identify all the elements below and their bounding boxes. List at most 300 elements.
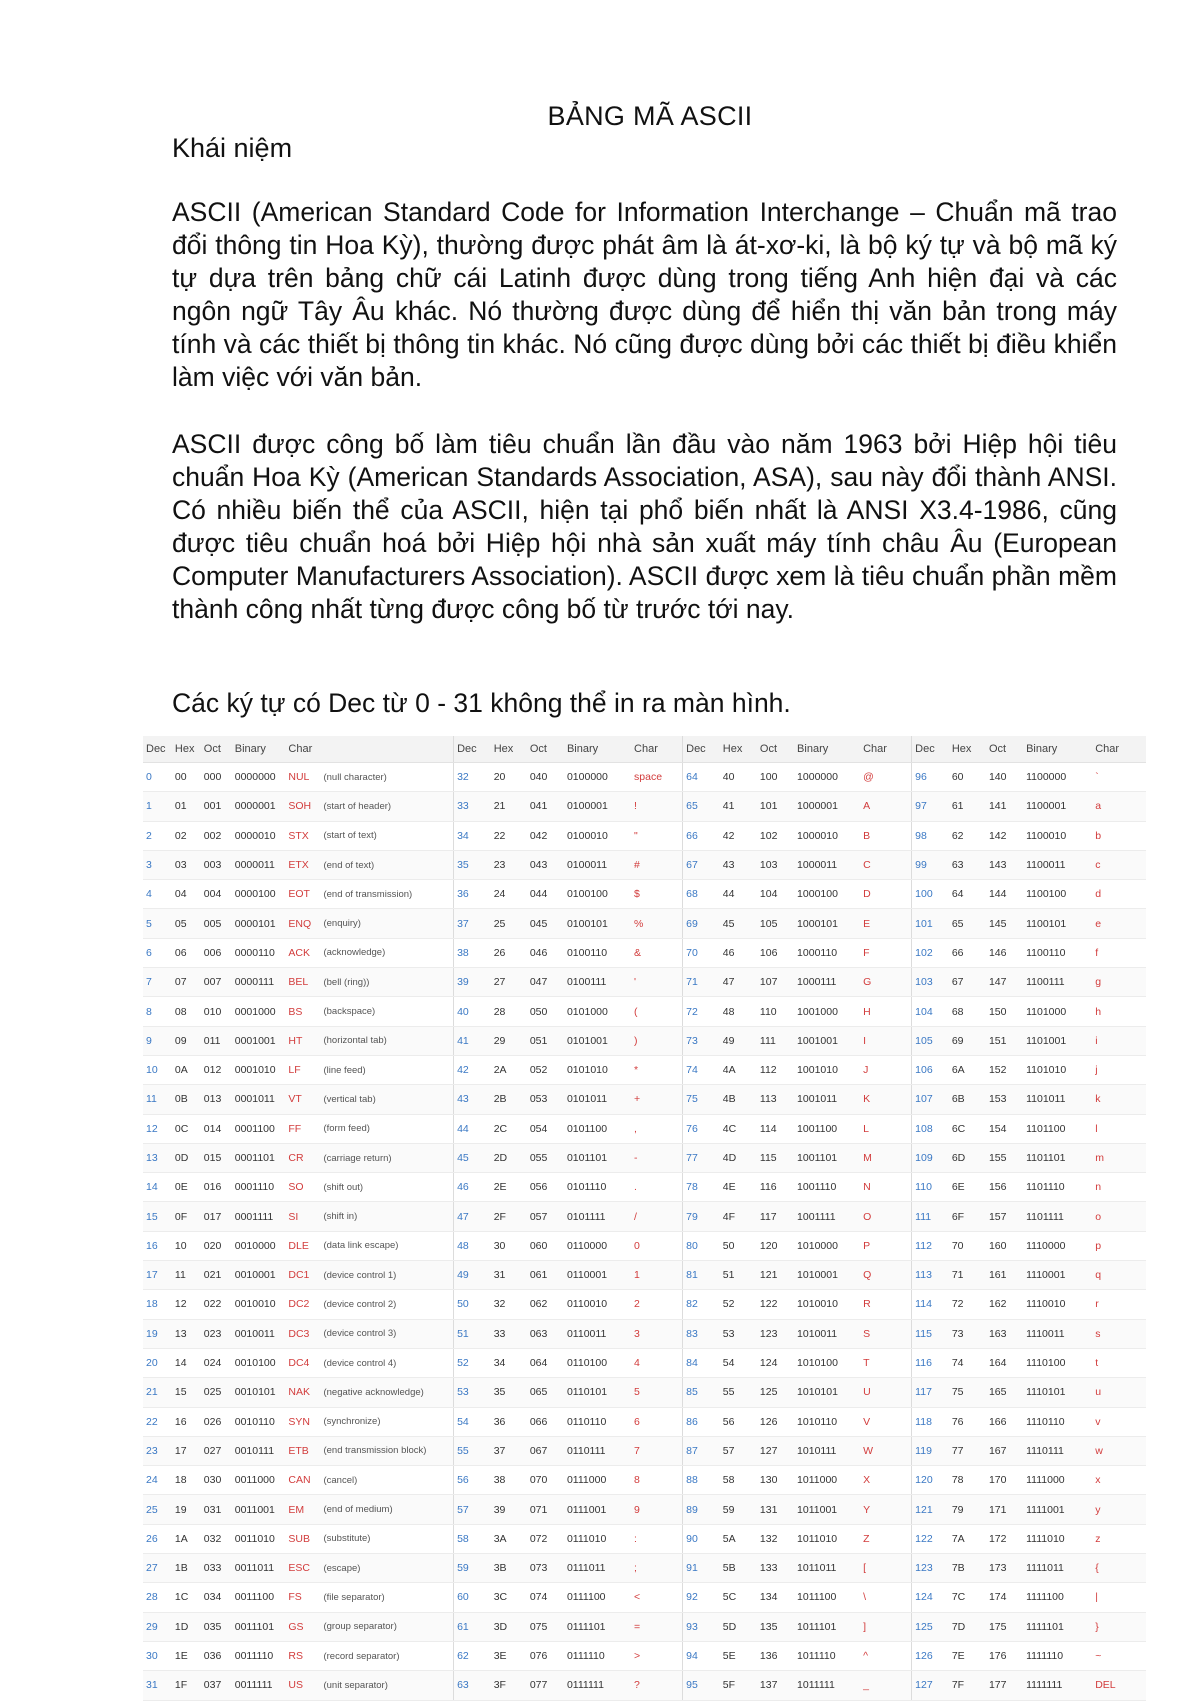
oct-cell: 007 (201, 968, 232, 997)
dec-cell: 107 (912, 1085, 949, 1114)
char-cell: X (860, 1466, 912, 1495)
hex-cell: 60 (949, 763, 986, 792)
description-cell: (end of transmission) (320, 880, 453, 909)
char-cell: DC4 (285, 1348, 320, 1377)
column-header: Oct (201, 736, 232, 763)
hex-cell: 55 (720, 1378, 757, 1407)
oct-cell: 145 (986, 909, 1023, 938)
hex-cell: 50 (720, 1231, 757, 1260)
oct-cell: 021 (201, 1261, 232, 1290)
hex-cell: 18 (172, 1466, 201, 1495)
description-cell: (end transmission block) (320, 1436, 453, 1465)
binary-cell: 1000010 (794, 821, 860, 850)
binary-cell: 0101100 (564, 1114, 631, 1143)
oct-cell: 124 (757, 1348, 794, 1377)
hex-cell: 33 (491, 1319, 527, 1348)
binary-cell: 1000100 (794, 880, 860, 909)
char-cell: 2 (631, 1290, 683, 1319)
binary-cell: 0111011 (564, 1554, 631, 1583)
char-cell: ! (631, 792, 683, 821)
hex-cell: 40 (720, 763, 757, 792)
description-cell: (horizontal tab) (320, 1026, 453, 1055)
hex-cell: 24 (491, 880, 527, 909)
dec-cell: 18 (143, 1290, 172, 1319)
hex-cell: 7A (949, 1524, 986, 1553)
char-cell: i (1092, 1026, 1146, 1055)
table-row (143, 1085, 1146, 1114)
binary-cell: 0100011 (564, 850, 631, 879)
binary-cell: 1011111 (794, 1671, 860, 1700)
char-cell: + (631, 1085, 683, 1114)
binary-cell: 0110010 (564, 1290, 631, 1319)
char-cell: { (1092, 1554, 1146, 1583)
binary-cell: 1110100 (1023, 1348, 1092, 1377)
binary-cell: 1011110 (794, 1641, 860, 1670)
hex-cell: 2F (491, 1202, 527, 1231)
char-cell: | (1092, 1583, 1146, 1612)
binary-cell: 0000111 (232, 968, 286, 997)
char-cell: US (285, 1671, 320, 1700)
hex-cell: 39 (491, 1495, 527, 1524)
hex-cell: 2C (491, 1114, 527, 1143)
binary-cell: 1001111 (794, 1202, 860, 1231)
char-cell: l (1092, 1114, 1146, 1143)
binary-cell: 0011100 (232, 1583, 286, 1612)
binary-cell: 0000010 (232, 821, 286, 850)
dec-cell: 46 (454, 1173, 491, 1202)
dec-cell: 16 (143, 1231, 172, 1260)
description-cell: (vertical tab) (320, 1085, 453, 1114)
char-cell: LF (285, 1055, 320, 1084)
char-cell: A (860, 792, 912, 821)
column-header: Char (860, 736, 912, 763)
char-cell: DC1 (285, 1261, 320, 1290)
oct-cell: 175 (986, 1612, 1023, 1641)
binary-cell: 1001100 (794, 1114, 860, 1143)
dec-cell: 19 (143, 1319, 172, 1348)
char-cell: ; (631, 1554, 683, 1583)
char-cell: c (1092, 850, 1146, 879)
dec-cell: 47 (454, 1202, 491, 1231)
oct-cell: 105 (757, 909, 794, 938)
hex-cell: 25 (491, 909, 527, 938)
column-header: Hex (172, 736, 201, 763)
char-cell: ] (860, 1612, 912, 1641)
oct-cell: 113 (757, 1085, 794, 1114)
char-cell: STX (285, 821, 320, 850)
oct-cell: 164 (986, 1348, 1023, 1377)
char-cell: x (1092, 1466, 1146, 1495)
hex-cell: 56 (720, 1407, 757, 1436)
hex-cell: 7F (949, 1671, 986, 1700)
binary-cell: 1011101 (794, 1612, 860, 1641)
hex-cell: 09 (172, 1026, 201, 1055)
binary-cell: 1110000 (1023, 1231, 1092, 1260)
dec-cell: 21 (143, 1378, 172, 1407)
oct-cell: 022 (201, 1290, 232, 1319)
char-cell: 5 (631, 1378, 683, 1407)
char-cell: 8 (631, 1466, 683, 1495)
oct-cell: 157 (986, 1202, 1023, 1231)
oct-cell: 011 (201, 1026, 232, 1055)
description-cell: (record separator) (320, 1641, 453, 1670)
dec-cell: 4 (143, 880, 172, 909)
oct-cell: 106 (757, 938, 794, 967)
binary-cell: 0011011 (232, 1554, 286, 1583)
binary-cell: 1100001 (1023, 792, 1092, 821)
char-cell: NUL (285, 763, 320, 792)
description-cell: (synchronize) (320, 1407, 453, 1436)
dec-cell: 35 (454, 850, 491, 879)
description-cell: (substitute) (320, 1524, 453, 1553)
table-row (143, 1641, 1146, 1670)
hex-cell: 13 (172, 1319, 201, 1348)
dec-cell: 65 (683, 792, 720, 821)
oct-cell: 134 (757, 1583, 794, 1612)
hex-cell: 4D (720, 1143, 757, 1172)
oct-cell: 031 (201, 1495, 232, 1524)
binary-cell: 0001000 (232, 997, 286, 1026)
binary-cell: 1000000 (794, 763, 860, 792)
char-cell: r (1092, 1290, 1146, 1319)
dec-cell: 50 (454, 1290, 491, 1319)
binary-cell: 0011001 (232, 1495, 286, 1524)
dec-cell: 104 (912, 997, 949, 1026)
dec-cell: 38 (454, 938, 491, 967)
char-cell: v (1092, 1407, 1146, 1436)
char-cell: 4 (631, 1348, 683, 1377)
char-cell: - (631, 1143, 683, 1172)
char-cell: " (631, 821, 683, 850)
oct-cell: 121 (757, 1261, 794, 1290)
description-cell: (negative acknowledge) (320, 1378, 453, 1407)
char-cell: $ (631, 880, 683, 909)
binary-cell: 1100010 (1023, 821, 1092, 850)
dec-cell: 56 (454, 1466, 491, 1495)
table-row (143, 1055, 1146, 1084)
oct-cell: 127 (757, 1436, 794, 1465)
dec-cell: 42 (454, 1055, 491, 1084)
oct-cell: 057 (527, 1202, 564, 1231)
char-cell: Q (860, 1261, 912, 1290)
ascii-table (143, 736, 1146, 1701)
hex-cell: 64 (949, 880, 986, 909)
char-cell: e (1092, 909, 1146, 938)
dec-cell: 30 (143, 1641, 172, 1670)
hex-cell: 5F (720, 1671, 757, 1700)
char-cell: @ (860, 763, 912, 792)
binary-cell: 0011110 (232, 1641, 286, 1670)
char-cell: DC2 (285, 1290, 320, 1319)
hex-cell: 59 (720, 1495, 757, 1524)
dec-cell: 117 (912, 1378, 949, 1407)
hex-cell: 36 (491, 1407, 527, 1436)
binary-cell: 0010011 (232, 1319, 286, 1348)
binary-cell: 0110100 (564, 1348, 631, 1377)
hex-cell: 68 (949, 997, 986, 1026)
hex-cell: 1C (172, 1583, 201, 1612)
binary-cell: 0000011 (232, 850, 286, 879)
oct-cell: 035 (201, 1612, 232, 1641)
oct-cell: 133 (757, 1554, 794, 1583)
char-cell: ETB (285, 1436, 320, 1465)
binary-cell: 1000011 (794, 850, 860, 879)
hex-cell: 00 (172, 763, 201, 792)
char-cell: s (1092, 1319, 1146, 1348)
char-cell: o (1092, 1202, 1146, 1231)
hex-cell: 48 (720, 997, 757, 1026)
dec-cell: 99 (912, 850, 949, 879)
binary-cell: 0011000 (232, 1466, 286, 1495)
hex-cell: 23 (491, 850, 527, 879)
binary-cell: 0110110 (564, 1407, 631, 1436)
dec-cell: 33 (454, 792, 491, 821)
char-cell: FF (285, 1114, 320, 1143)
char-cell: Z (860, 1524, 912, 1553)
hex-cell: 41 (720, 792, 757, 821)
oct-cell: 100 (757, 763, 794, 792)
binary-cell: 1010001 (794, 1261, 860, 1290)
oct-cell: 044 (527, 880, 564, 909)
hex-cell: 74 (949, 1348, 986, 1377)
binary-cell: 0000101 (232, 909, 286, 938)
char-cell: FS (285, 1583, 320, 1612)
binary-cell: 1011010 (794, 1524, 860, 1553)
dec-cell: 39 (454, 968, 491, 997)
char-cell: t (1092, 1348, 1146, 1377)
hex-cell: 1F (172, 1671, 201, 1700)
oct-cell: 111 (757, 1026, 794, 1055)
binary-cell: 0101000 (564, 997, 631, 1026)
oct-cell: 027 (201, 1436, 232, 1465)
hex-cell: 54 (720, 1348, 757, 1377)
char-cell: I (860, 1026, 912, 1055)
table-row (143, 792, 1146, 821)
dec-cell: 88 (683, 1466, 720, 1495)
dec-cell: 112 (912, 1231, 949, 1260)
oct-cell: 116 (757, 1173, 794, 1202)
oct-cell: 125 (757, 1378, 794, 1407)
column-header: Binary (794, 736, 860, 763)
binary-cell: 1110011 (1023, 1319, 1092, 1348)
binary-cell: 0011101 (232, 1612, 286, 1641)
hex-cell: 79 (949, 1495, 986, 1524)
char-cell: S (860, 1319, 912, 1348)
description-cell: (start of text) (320, 821, 453, 850)
oct-cell: 174 (986, 1583, 1023, 1612)
dec-cell: 63 (454, 1671, 491, 1700)
dec-cell: 120 (912, 1466, 949, 1495)
hex-cell: 4C (720, 1114, 757, 1143)
hex-cell: 77 (949, 1436, 986, 1465)
dec-cell: 98 (912, 821, 949, 850)
hex-cell: 49 (720, 1026, 757, 1055)
binary-cell: 0001010 (232, 1055, 286, 1084)
hex-cell: 05 (172, 909, 201, 938)
dec-cell: 110 (912, 1173, 949, 1202)
oct-cell: 171 (986, 1495, 1023, 1524)
char-cell: b (1092, 821, 1146, 850)
hex-cell: 15 (172, 1378, 201, 1407)
hex-cell: 17 (172, 1436, 201, 1465)
oct-cell: 073 (527, 1554, 564, 1583)
dec-cell: 59 (454, 1554, 491, 1583)
oct-cell: 071 (527, 1495, 564, 1524)
oct-cell: 143 (986, 850, 1023, 879)
hex-cell: 21 (491, 792, 527, 821)
char-cell: ( (631, 997, 683, 1026)
table-row (143, 968, 1146, 997)
char-cell: T (860, 1348, 912, 1377)
binary-cell: 0010111 (232, 1436, 286, 1465)
column-header: Dec (143, 736, 172, 763)
hex-cell: 3D (491, 1612, 527, 1641)
hex-cell: 5D (720, 1612, 757, 1641)
dec-cell: 68 (683, 880, 720, 909)
oct-cell: 130 (757, 1466, 794, 1495)
dec-cell: 70 (683, 938, 720, 967)
char-cell: F (860, 938, 912, 967)
hex-cell: 67 (949, 968, 986, 997)
char-cell: ACK (285, 938, 320, 967)
dec-cell: 124 (912, 1583, 949, 1612)
char-cell: u (1092, 1378, 1146, 1407)
dec-cell: 20 (143, 1348, 172, 1377)
binary-cell: 1100110 (1023, 938, 1092, 967)
dec-cell: 108 (912, 1114, 949, 1143)
hex-cell: 08 (172, 997, 201, 1026)
binary-cell: 0100110 (564, 938, 631, 967)
oct-cell: 117 (757, 1202, 794, 1231)
hex-cell: 5C (720, 1583, 757, 1612)
description-cell: (carriage return) (320, 1143, 453, 1172)
hex-cell: 52 (720, 1290, 757, 1319)
dec-cell: 3 (143, 850, 172, 879)
description-cell: (data link escape) (320, 1231, 453, 1260)
char-cell: DLE (285, 1231, 320, 1260)
oct-cell: 173 (986, 1554, 1023, 1583)
dec-cell: 119 (912, 1436, 949, 1465)
oct-cell: 170 (986, 1466, 1023, 1495)
description-cell: (file separator) (320, 1583, 453, 1612)
binary-cell: 0111110 (564, 1641, 631, 1670)
dec-cell: 60 (454, 1583, 491, 1612)
char-cell: y (1092, 1495, 1146, 1524)
binary-cell: 1111110 (1023, 1641, 1092, 1670)
char-cell: EOT (285, 880, 320, 909)
char-cell: K (860, 1085, 912, 1114)
hex-cell: 02 (172, 821, 201, 850)
oct-cell: 122 (757, 1290, 794, 1319)
hex-cell: 01 (172, 792, 201, 821)
oct-cell: 115 (757, 1143, 794, 1172)
oct-cell: 103 (757, 850, 794, 879)
table-row (143, 1378, 1146, 1407)
dec-cell: 13 (143, 1143, 172, 1172)
oct-cell: 050 (527, 997, 564, 1026)
hex-cell: 58 (720, 1466, 757, 1495)
hex-cell: 3C (491, 1583, 527, 1612)
binary-cell: 1001000 (794, 997, 860, 1026)
dec-cell: 111 (912, 1202, 949, 1231)
oct-cell: 005 (201, 909, 232, 938)
dec-cell: 12 (143, 1114, 172, 1143)
oct-cell: 037 (201, 1671, 232, 1700)
dec-cell: 44 (454, 1114, 491, 1143)
char-cell: \ (860, 1583, 912, 1612)
oct-cell: 152 (986, 1055, 1023, 1084)
char-cell: 6 (631, 1407, 683, 1436)
hex-cell: 6B (949, 1085, 986, 1114)
dec-cell: 94 (683, 1641, 720, 1670)
char-cell: ) (631, 1026, 683, 1055)
char-cell: U (860, 1378, 912, 1407)
hex-cell: 1A (172, 1524, 201, 1553)
oct-cell: 060 (527, 1231, 564, 1260)
oct-cell: 102 (757, 821, 794, 850)
binary-cell: 1100011 (1023, 850, 1092, 879)
oct-cell: 000 (201, 763, 232, 792)
binary-cell: 1100000 (1023, 763, 1092, 792)
char-cell: f (1092, 938, 1146, 967)
description-cell: (device control 3) (320, 1319, 453, 1348)
description-cell: (unit separator) (320, 1671, 453, 1700)
table-row (143, 1143, 1146, 1172)
table-row (143, 997, 1146, 1026)
dec-cell: 49 (454, 1261, 491, 1290)
binary-cell: 1100100 (1023, 880, 1092, 909)
column-header: Dec (683, 736, 720, 763)
dec-cell: 97 (912, 792, 949, 821)
hex-cell: 66 (949, 938, 986, 967)
hex-cell: 37 (491, 1436, 527, 1465)
dec-cell: 103 (912, 968, 949, 997)
column-header: Oct (986, 736, 1023, 763)
hex-cell: 69 (949, 1026, 986, 1055)
char-cell: g (1092, 968, 1146, 997)
char-cell: } (1092, 1612, 1146, 1641)
oct-cell: 136 (757, 1641, 794, 1670)
binary-cell: 0101111 (564, 1202, 631, 1231)
dec-cell: 106 (912, 1055, 949, 1084)
hex-cell: 6A (949, 1055, 986, 1084)
binary-cell: 0110111 (564, 1436, 631, 1465)
description-cell: (start of header) (320, 792, 453, 821)
oct-cell: 132 (757, 1524, 794, 1553)
hex-cell: 6E (949, 1173, 986, 1202)
char-cell: L (860, 1114, 912, 1143)
binary-cell: 0011010 (232, 1524, 286, 1553)
hex-cell: 3A (491, 1524, 527, 1553)
char-cell: E (860, 909, 912, 938)
dec-cell: 82 (683, 1290, 720, 1319)
table-row (143, 1554, 1146, 1583)
char-cell: P (860, 1231, 912, 1260)
oct-cell: 107 (757, 968, 794, 997)
oct-cell: 001 (201, 792, 232, 821)
hex-cell: 34 (491, 1348, 527, 1377)
binary-cell: 1000101 (794, 909, 860, 938)
char-cell: HT (285, 1026, 320, 1055)
binary-cell: 1111010 (1023, 1524, 1092, 1553)
hex-cell: 5A (720, 1524, 757, 1553)
hex-cell: 61 (949, 792, 986, 821)
binary-cell: 0000100 (232, 880, 286, 909)
dec-cell: 55 (454, 1436, 491, 1465)
table-row (143, 1583, 1146, 1612)
char-cell: j (1092, 1055, 1146, 1084)
binary-cell: 1010010 (794, 1290, 860, 1319)
